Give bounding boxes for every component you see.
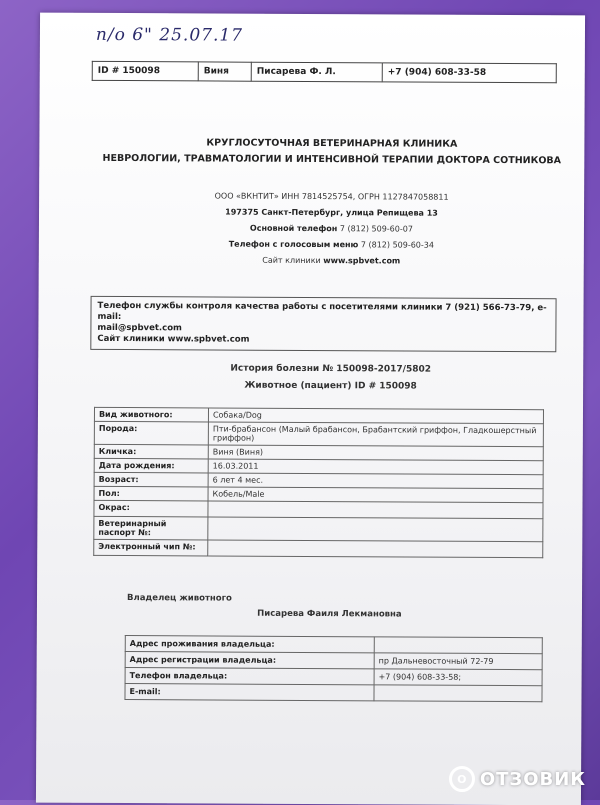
table-row: Вид животного: Собака/Dog: [94, 407, 543, 423]
otzovik-logo-icon: О: [449, 766, 475, 792]
table-row: Дата рождения: 16.03.2011: [94, 458, 543, 474]
table-row: Пол: Кобель/Male: [94, 486, 543, 502]
top-phone: +7 (904) 608-33-58: [382, 63, 556, 83]
clinic-site: Сайт клиники www.spbvet.com: [262, 255, 401, 266]
table-row: Возраст: 6 лет 4 мес.: [94, 472, 543, 488]
top-id: ID # 150098: [92, 61, 198, 81]
clinic-main-phone: Основной телефон 7 (812) 509-60-07: [249, 223, 413, 234]
table-row: Кличка: Виня (Виня): [94, 444, 543, 460]
top-id-row: [92, 61, 557, 83]
table-row: Электронный чип №:: [94, 539, 543, 557]
owner-info-table: [124, 635, 542, 702]
patient-title: Животное (пациент) ID # 150098: [244, 380, 417, 392]
table-row: Адрес регистрации владельца: пр Дальневосточный 72-79: [125, 652, 542, 670]
owner-heading: Владелец животного: [126, 593, 232, 604]
table-row: Порода: Пти-брабансон (Малый брабансон, Брабантский гриффон, Гладкошерстный гриффон): [94, 421, 543, 446]
table-row: Телефон владельца: +7 (904) 608-33-58;: [125, 668, 542, 686]
clinic-voice-phone: Телефон с голосовым меню 7 (812) 509-60-34: [228, 239, 435, 250]
document-sheet: [36, 13, 585, 805]
top-pet-name: Виня: [198, 62, 251, 81]
clinic-title-1: КРУГЛОСУТОЧНАЯ ВЕТЕРИНАРНАЯ КЛИНИКА: [206, 137, 458, 150]
table-row: Окрас:: [94, 500, 543, 518]
top-owner: Писарева Ф. Л.: [251, 62, 382, 82]
watermark-text: ОТЗОВИК: [479, 768, 586, 790]
table-row: E-mail:: [125, 684, 542, 702]
history-title: История болезни № 150098-2017/5802: [230, 363, 432, 375]
clinic-address: 197375 Санкт-Петербург, улица Репищева 13: [225, 207, 438, 218]
table-row: Адрес проживания владельца:: [125, 636, 542, 654]
otzovik-watermark: [449, 766, 586, 792]
table-row: Ветеринарный паспорт №:: [94, 516, 543, 541]
handwritten-note: п/о 6" 25.07.17: [95, 24, 244, 46]
quality-control-box: Телефон службы контроля качества работы с посетителями клиники 7 (921) 566-73-79, e-mail: mail@spbvet.com Сайт клиники www.spbvet.com: [90, 296, 556, 352]
owner-name: Писарева Фаиля Лекмановна: [257, 608, 402, 620]
clinic-title-2: НЕВРОЛОГИИ, ТРАВМАТОЛОГИИ И ИНТЕНСИВНОЙ ТЕРАПИИ ДОКТОРА СОТНИКОВА: [102, 152, 562, 167]
clinic-company: ООО «ВКНТИТ» ИНН 7814525754, ОГРН 1127847058811: [214, 191, 449, 202]
pet-info-table: [93, 407, 544, 558]
